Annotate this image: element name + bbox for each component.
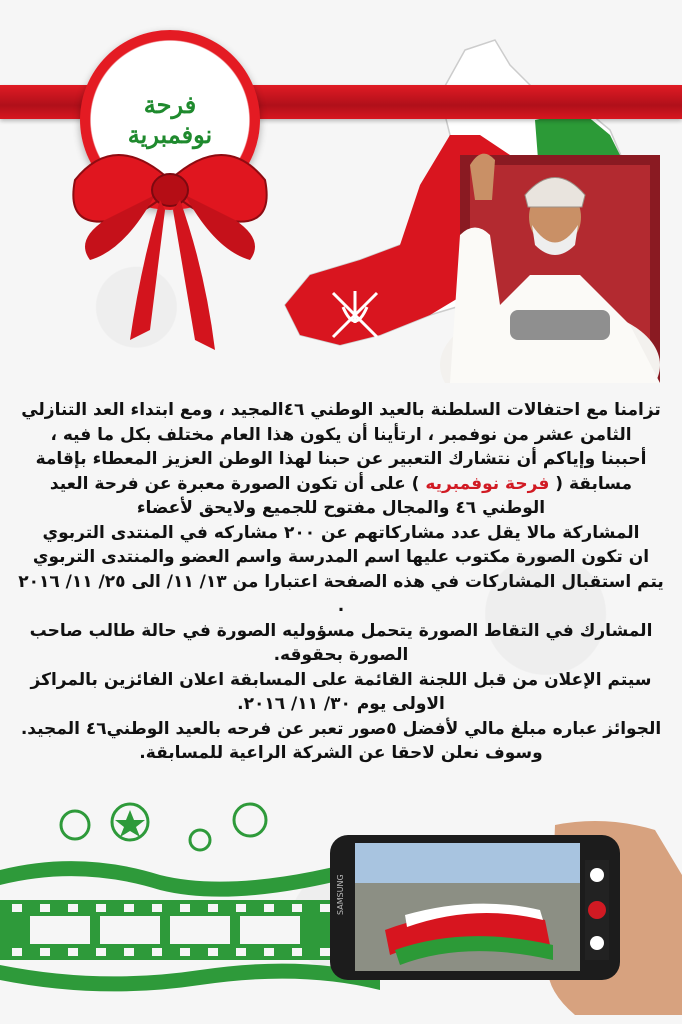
text-line-4: الوطني ٤٦ والمجال مفتوح للجميع ولايحق لأعضاء [136, 498, 546, 518]
title-line-2: نوفمبرية [127, 120, 213, 149]
text-line-12: الجوائز عباره مبلغ مالي لأفضل ٥صور تعبر عن فرحه بالعيد الوطني٤٦ المجيد. [20, 718, 662, 739]
phone-in-hand [325, 815, 682, 1015]
text-line-10: سيتم الإعلان من قبل اللجنة القائمة على المسابقة اعلان الفائزين بالمراكز [30, 669, 652, 690]
contest-name: فرحة نوفمبريه [425, 473, 550, 494]
text-line-contest [18, 472, 664, 497]
text-line-5: المشاركة مالا يقل عدد مشاركاتهم عن ٢٠٠ مشاركه في المنتدى التربوي [42, 522, 640, 543]
text-line-2: الثامن عشر من نوفمبر ، ارتأينا أن يكون هذا العام مختلف بكل ما فيه ، [50, 424, 632, 445]
sultan-portrait [430, 125, 662, 383]
text-line-6: ان تكون الصورة مكتوب عليها اسم المدرسة واسم العضو والمنتدى التربوي [32, 547, 650, 567]
green-film-strip [0, 800, 380, 1000]
text-line-7: يتم استقبال المشاركات في هذه الصفحة اعتبارا من ١٣/ ١١/ الى ٢٥/ ١١/ ٢٠١٦ . [18, 571, 664, 616]
title-line-1: فرحة [143, 90, 197, 119]
text-line-9: الصورة بحقوقه. [273, 645, 409, 665]
announcement-text [18, 398, 664, 766]
text-line-8: المشارك في التقاط الصورة يتحمل مسؤوليه الصورة في حالة طالب صاحب [29, 620, 653, 641]
text-line-13: وسوف نعلن لاحقا عن الشركة الراعية للمسابقة. [139, 743, 543, 763]
red-bow-icon [55, 140, 285, 370]
text-line-3: أحببنا وإياكم أن نتشارك التعبير عن حبنا لهذا الوطن العزيز المعطاء بإقامة [35, 449, 647, 469]
text-line-1: تزامنا مع احتفالات السلطنة بالعيد الوطني ٤٦المجيد ، ومع ابتداء العد التنازلي [21, 400, 661, 420]
contest-post: ) على أن تكون الصورة معبرة عن فرحة العيد [49, 473, 420, 494]
record-icon [588, 901, 606, 919]
phone-brand: SAMSUNG [336, 874, 345, 915]
text-line-11: الاولى يوم ٣٠/ ١١/ ٢٠١٦. [237, 694, 445, 714]
contest-pre: مسابقة ( [555, 473, 633, 494]
